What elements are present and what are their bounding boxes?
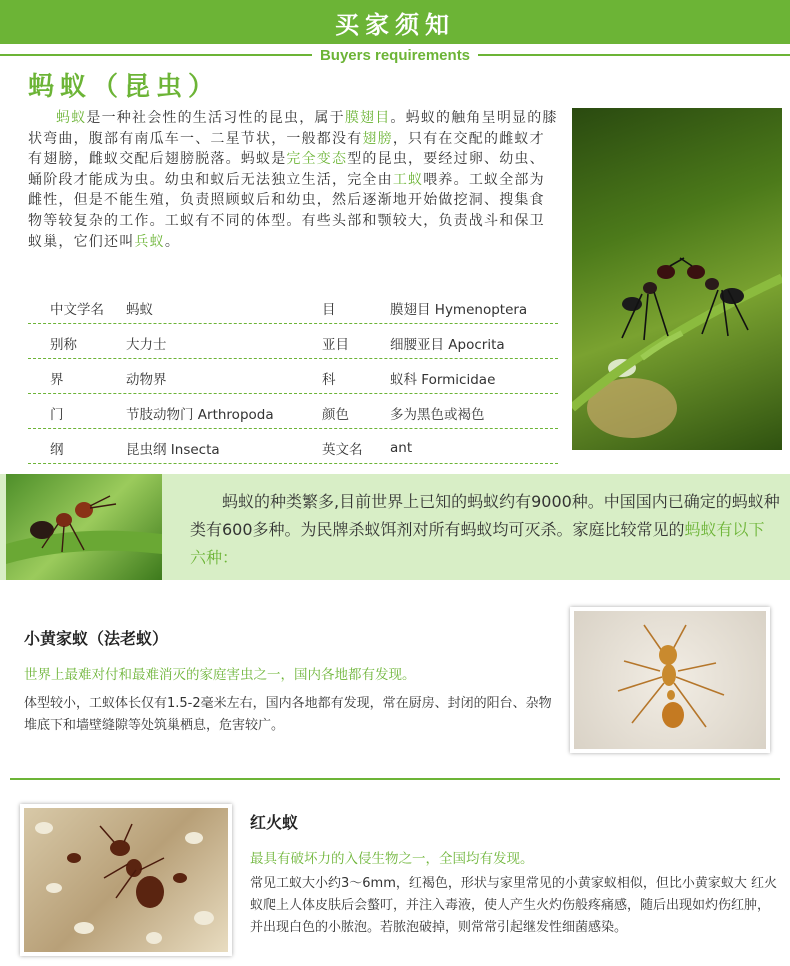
- table-key: 别称: [50, 336, 77, 353]
- species-title: 红火蚁: [250, 813, 299, 832]
- species-body: 体型较小，工蚁体长仅有1.5-2毫米左右，国内各地都有发现，常在厨房、封闭的阳台、杂物堆底下和墙壁缝隙等处筑巢栖息，危害较广。: [24, 696, 552, 733]
- table-key: 亚目: [322, 336, 349, 353]
- ants-on-stem-photo: [572, 108, 782, 450]
- table-row: [28, 327, 558, 359]
- table-value: 多为黑色或褐色: [390, 406, 485, 423]
- header-title: 买家须知: [335, 10, 455, 39]
- table-value: 蚁科 Formicidae: [390, 371, 496, 388]
- pharaoh-ant-photo: [574, 611, 766, 749]
- ant-on-leaf-illustration: [6, 474, 162, 580]
- ants-on-stem-illustration: [572, 108, 782, 450]
- table-value: 节肢动物门 Arthropoda: [126, 406, 274, 423]
- table-row: [28, 362, 558, 394]
- table-value: 大力士: [126, 336, 167, 353]
- table-value: 动物界: [126, 371, 167, 388]
- intro-paragraph: [28, 108, 558, 252]
- table-row: [28, 397, 558, 429]
- band-paragraph: [190, 488, 780, 572]
- term-worker-ant: 工蚁: [392, 171, 424, 188]
- intro-text-4: 型的昆虫，要经过卵、幼虫、蛹阶段才能成为虫。幼虫和蚁后无法独立生活，完全由: [28, 151, 545, 188]
- table-value: 蚂蚁: [126, 301, 153, 318]
- fire-ant-photo: [24, 808, 228, 952]
- table-value: 昆虫纲 Insecta: [126, 441, 220, 458]
- term-wings: 翅膀: [362, 130, 393, 147]
- ant-on-leaf-photo: [6, 474, 162, 580]
- species-title: 小黄家蚁（法老蚁）: [24, 629, 169, 648]
- subtitle-line-left: [0, 54, 312, 56]
- table-key: 颜色: [322, 406, 349, 423]
- term-metamorphosis: 完全变态: [286, 151, 348, 168]
- pharaoh-ant-illustration: [574, 611, 766, 749]
- species-desc: 最具有破坏力的入侵生物之一，全国均有发现。: [250, 851, 534, 867]
- table-key: 英文名: [322, 441, 363, 458]
- fire-ant-illustration: [24, 808, 228, 952]
- table-value: 细腰亚目 Apocrita: [390, 336, 505, 353]
- band-highlight: 蚂蚁有以下六种：: [190, 520, 765, 567]
- term-soldier-ant: 兵蚁: [134, 233, 165, 250]
- section-heading: 蚂蚁（昆虫）: [28, 72, 221, 102]
- subtitle-line-right: [478, 54, 790, 56]
- species-desc: 世界上最难对付和最难消灭的家庭害虫之一，国内各地都有发现。: [24, 667, 416, 683]
- table-value: ant: [390, 439, 413, 456]
- intro-text-1: 是一种社会性的生活习性的昆虫，属于: [86, 110, 345, 126]
- table-value: 膜翅目 Hymenoptera: [390, 301, 528, 318]
- table-row: [28, 432, 558, 464]
- species-card-pharaoh-ant: [24, 626, 564, 737]
- species-body: 常见工蚁大小约3～6mm，红褐色，形状与家里常见的小黄家蚁相似，但比小黄家蚁大 红火蚁爬上人体皮肤后会螯叮，并注入毒液，使人产生火灼伤般疼痛感，随后出现如灼伤红肿，并出现白色的小脓泡。若脓泡破掉，则常常引起继发性细菌感染。: [250, 876, 778, 935]
- table-key: 科: [322, 371, 336, 388]
- species-card-fire-ant: [250, 810, 780, 939]
- table-key: 中文学名: [50, 301, 104, 318]
- table-key: 目: [322, 301, 336, 318]
- table-row: [28, 292, 558, 324]
- table-key: 界: [50, 371, 64, 388]
- pharaoh-ant-photo-frame: [570, 607, 770, 753]
- section-divider: [10, 778, 780, 780]
- term-ant: 蚂蚁: [56, 110, 87, 126]
- intro-text-6: 。: [164, 233, 181, 250]
- intro-text-3: ，只有在交配的雌蚁才有翅膀，雌蚁交配后翅膀脱落。蚂蚁是: [28, 130, 545, 168]
- header-banner: [0, 0, 790, 44]
- intro-text-5: 喂养。工蚁全部为雌性，但是不能生殖，负责照顾蚁后和幼虫，然后逐渐地开始做挖洞、搜集食物等较复杂的工作。工蚁有不同的体型。有些头部和颚较大，负责战斗和保卫蚁巢，它们还叫: [28, 171, 545, 250]
- subtitle-row: [0, 44, 790, 66]
- intro-text-2: 。蚂蚁的触角呈明显的膝状弯曲，腹部有南瓜车一、二星节状，一般都没有: [28, 110, 558, 147]
- table-key: 纲: [50, 441, 64, 458]
- classification-table: [28, 292, 558, 467]
- subtitle-text: Buyers requirements: [319, 46, 471, 64]
- fire-ant-photo-frame: [20, 804, 232, 956]
- band-text: 蚂蚁的种类繁多,目前世界上已知的蚂蚁约有9000种。中国国内已确定的蚂蚁种类有600多种。为民牌杀蚁饵剂对所有蚂蚁均可灭杀。家庭比较常见的: [190, 492, 780, 539]
- table-key: 门: [50, 406, 64, 423]
- term-hymenoptera: 膜翅目: [344, 110, 391, 126]
